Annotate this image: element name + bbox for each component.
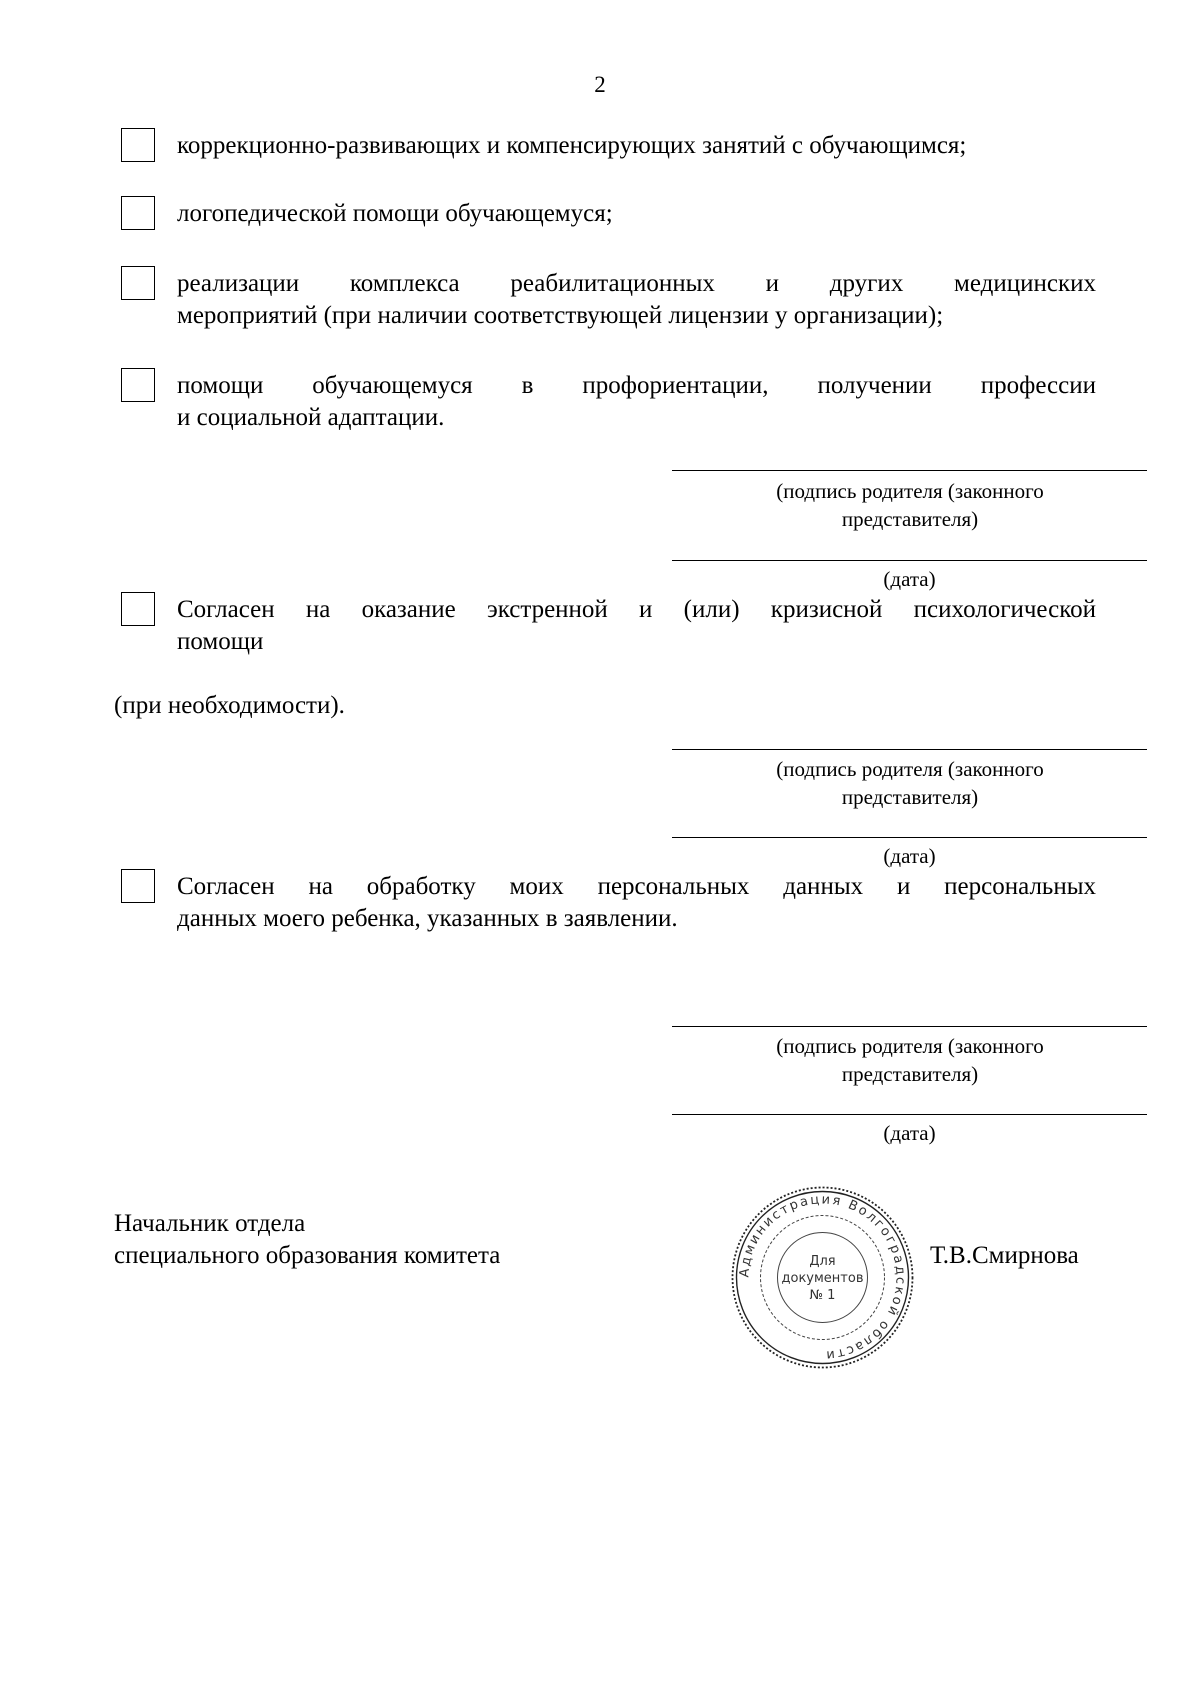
stamp-inner-line1: Для bbox=[809, 1254, 836, 1269]
signature-caption-1: (подпись родителя (законного представителя) bbox=[776, 479, 1044, 531]
signatory-name: Т.В.Смирнова bbox=[930, 1242, 1079, 1269]
date-caption-1: (дата) bbox=[883, 567, 936, 591]
consent-crisis-line2: помощи bbox=[177, 628, 264, 655]
date-line-1[interactable] bbox=[672, 560, 1147, 561]
consent-personal-data-line1: Согласен на обработку моих персональных данных и персональных bbox=[177, 873, 1096, 900]
signature-line-2[interactable] bbox=[672, 749, 1147, 750]
stamp-outer-text: Администрация Волгоградской области bbox=[737, 1192, 908, 1363]
position-title-line2: специального образования комитета bbox=[114, 1242, 501, 1269]
signature-line-1[interactable] bbox=[672, 470, 1147, 471]
page-number: 2 bbox=[594, 72, 606, 97]
item-career-guidance-line2: и социальной адаптации. bbox=[177, 404, 445, 431]
consent-crisis-continuation: (при необходимости). bbox=[114, 692, 345, 719]
item-speech-therapy-text: логопедической помощи обучающемуся; bbox=[177, 200, 613, 227]
checkbox-speech-therapy[interactable] bbox=[121, 196, 155, 230]
position-title-line1: Начальник отдела bbox=[114, 1210, 306, 1237]
item-rehabilitation-line1: реализации комплекса реабилитационных и других медицинских bbox=[177, 270, 1096, 297]
stamp-inner-line3: № 1 bbox=[809, 1288, 836, 1303]
signature-caption-2: (подпись родителя (законного представителя) bbox=[776, 757, 1044, 809]
checkbox-correctional-classes[interactable] bbox=[121, 128, 155, 162]
item-rehabilitation-line2: мероприятий (при наличии соответствующей лицензии у организации); bbox=[177, 302, 944, 329]
date-caption-3: (дата) bbox=[883, 1121, 936, 1145]
checkbox-career-guidance[interactable] bbox=[121, 368, 155, 402]
consent-personal-data-line2: данных моего ребенка, указанных в заявлении. bbox=[177, 905, 678, 932]
signature-caption-3: (подпись родителя (законного представителя) bbox=[776, 1034, 1044, 1086]
item-career-guidance-line1: помощи обучающемуся в профориентации, получении профессии bbox=[177, 372, 1096, 399]
consent-crisis-line1: Согласен на оказание экстренной и (или) кризисной психологической bbox=[177, 596, 1096, 623]
date-line-2[interactable] bbox=[672, 837, 1147, 838]
signature-line-3[interactable] bbox=[672, 1026, 1147, 1027]
stamp-inner-line2: документов bbox=[781, 1271, 864, 1286]
official-stamp bbox=[730, 1185, 915, 1370]
date-caption-2: (дата) bbox=[883, 844, 936, 868]
checkbox-rehabilitation[interactable] bbox=[121, 266, 155, 300]
item-correctional-classes-text: коррекционно-развивающих и компенсирующих занятий с обучающимся; bbox=[177, 132, 967, 159]
date-line-3[interactable] bbox=[672, 1114, 1147, 1115]
checkbox-personal-data-consent[interactable] bbox=[121, 869, 155, 903]
checkbox-crisis-help-consent[interactable] bbox=[121, 592, 155, 626]
